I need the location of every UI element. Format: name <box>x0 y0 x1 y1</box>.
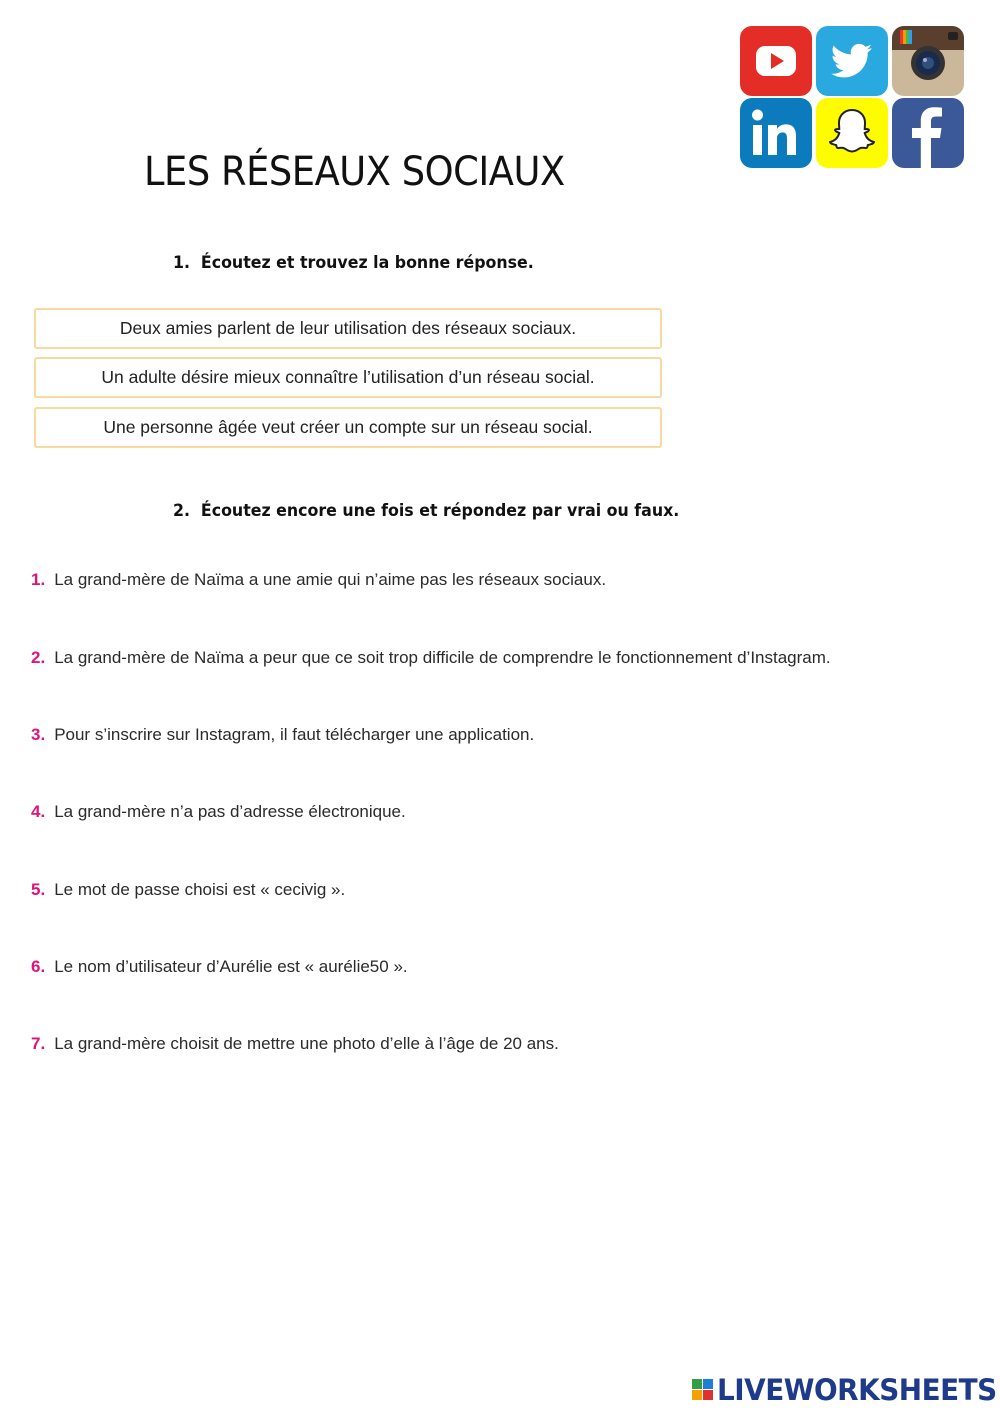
answer-option-3[interactable]: Une personne âgée veut créer un compte sur un réseau social. <box>34 407 662 448</box>
statement-number: 1. <box>31 570 46 589</box>
liveworksheets-logo-icon <box>692 1379 714 1401</box>
statement-number: 6. <box>31 957 46 976</box>
statement-text: La grand-mère choisit de mettre une photo d’elle à l’âge de 20 ans. <box>54 1034 559 1053</box>
section-1-text: Écoutez et trouvez la bonne réponse. <box>200 253 534 273</box>
statement-item <box>31 648 831 668</box>
brand-name: LIVEWORKSHEETS <box>717 1373 997 1407</box>
statement-text: Le mot de passe choisi est « cecivig ». <box>54 880 346 899</box>
statement-item <box>31 1034 559 1054</box>
section-2-number: 2. <box>173 501 191 521</box>
statement-number: 3. <box>31 725 46 744</box>
liveworksheets-brand[interactable] <box>692 1374 1000 1406</box>
statement-text: La grand-mère de Naïma a peur que ce soit trop difficile de comprendre le fonctionnement d’Instagram. <box>54 648 831 667</box>
social-media-logos <box>740 26 964 168</box>
statement-item <box>31 957 408 977</box>
statement-number: 2. <box>31 648 46 667</box>
linkedin-icon <box>740 98 812 168</box>
section-2-heading <box>173 501 679 521</box>
statement-text: Pour s’inscrire sur Instagram, il faut télécharger une application. <box>54 725 535 744</box>
statement-number: 4. <box>31 802 46 821</box>
snapchat-icon <box>816 98 888 168</box>
statement-text: La grand-mère n’a pas d’adresse électronique. <box>54 802 406 821</box>
facebook-icon <box>892 98 964 168</box>
statement-text: La grand-mère de Naïma a une amie qui n’aime pas les réseaux sociaux. <box>54 570 607 589</box>
section-2-text: Écoutez encore une fois et répondez par vrai ou faux. <box>200 501 680 521</box>
worksheet-title: LES RÉSEAUX SOCIAUX <box>144 148 565 195</box>
section-1-number: 1. <box>173 253 191 273</box>
youtube-icon <box>740 26 812 96</box>
answer-option-2[interactable]: Un adulte désire mieux connaître l’utilisation d’un réseau social. <box>34 357 662 398</box>
statement-number: 5. <box>31 880 46 899</box>
instagram-icon <box>892 26 964 96</box>
answer-option-1[interactable]: Deux amies parlent de leur utilisation des réseaux sociaux. <box>34 308 662 349</box>
statement-item <box>31 725 534 745</box>
twitter-icon <box>816 26 888 96</box>
statement-number: 7. <box>31 1034 46 1053</box>
statement-item <box>31 880 345 900</box>
statement-text: Le nom d’utilisateur d’Aurélie est « aurélie50 ». <box>54 957 408 976</box>
statement-item <box>31 802 406 822</box>
section-1-heading <box>173 253 534 273</box>
statement-item <box>31 570 606 590</box>
